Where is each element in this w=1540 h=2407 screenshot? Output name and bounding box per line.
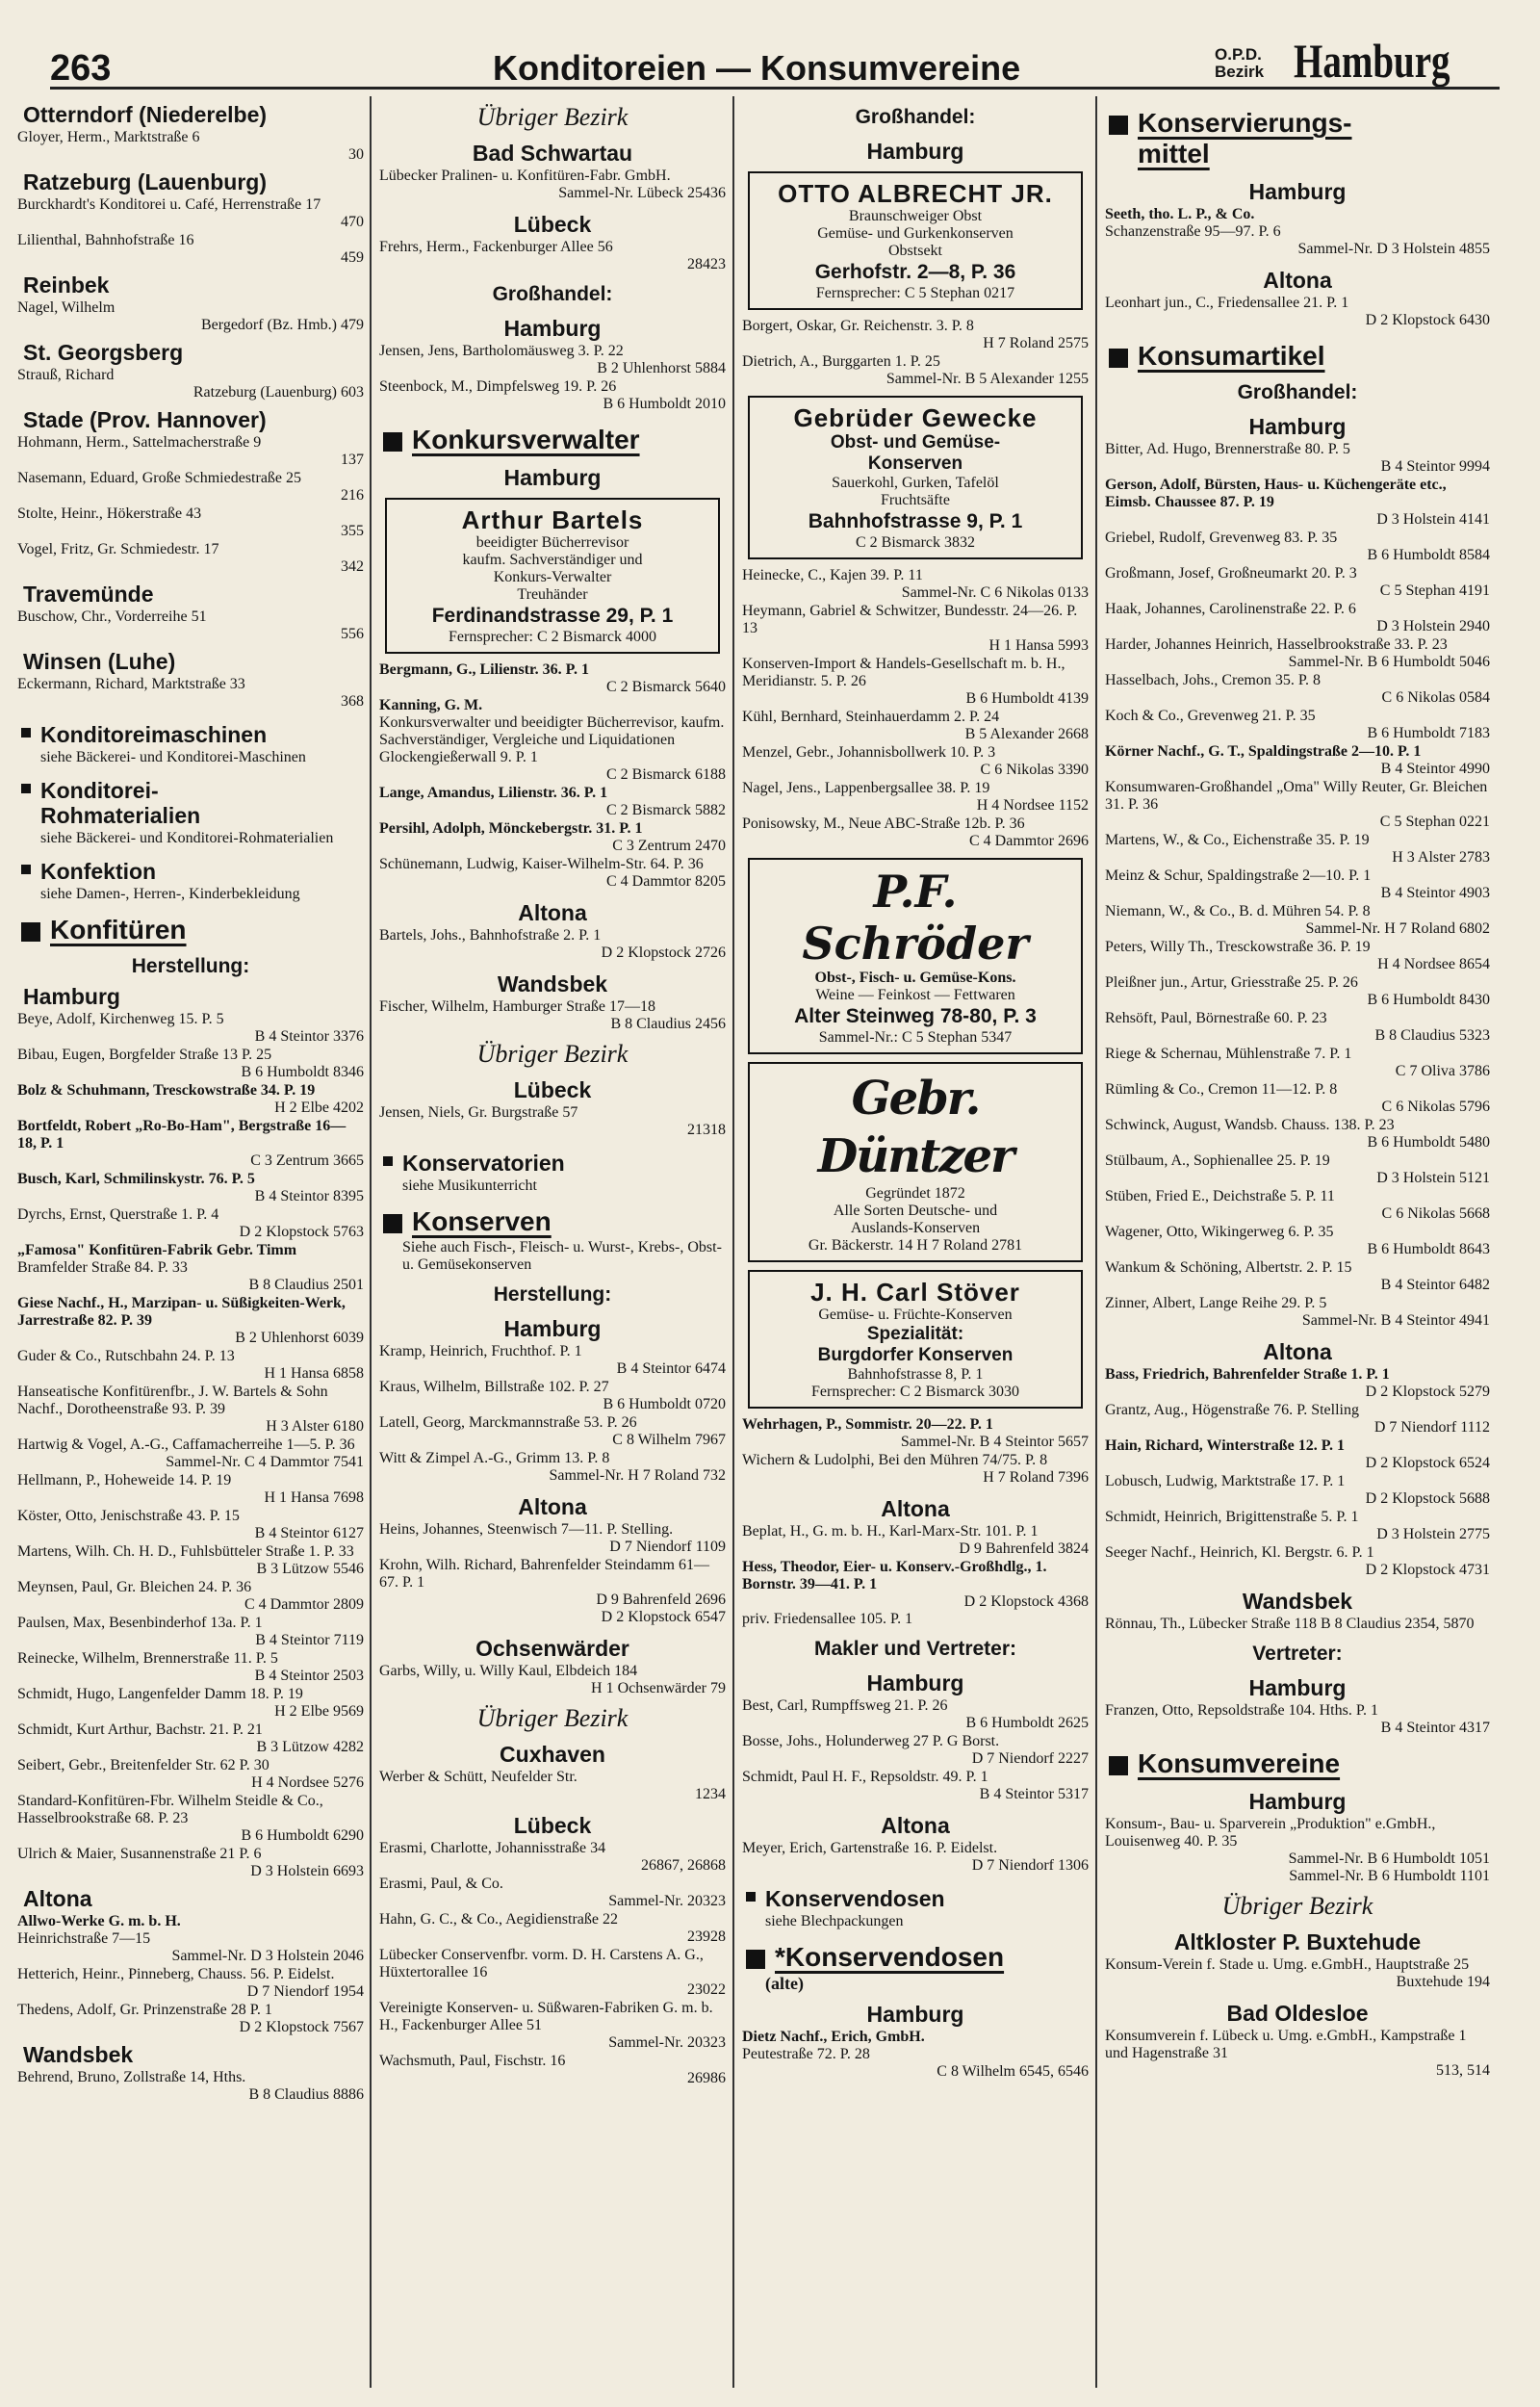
listing-entry: Lobusch, Ludwig, Marktstraße 17. P. 1 D 2 Klopstock 5688 — [1105, 1473, 1490, 1507]
column-divider — [370, 96, 372, 2388]
listing-entry: Bortfeldt, Robert „Ro-Bo-Ham", Bergstraße 16—18, P. 1 C 3 Zentrum 3665 — [17, 1118, 364, 1169]
category-heading-large: *Konservendosen — [742, 1942, 1089, 1973]
listing-entry: Konsum-, Bau- u. Sparverein „Produktion" e.GmbH., Louisenweg 40. P. 35 Sammel-Nr. B 6 Humboldt 1051 Sammel-Nr. B 6 Humboldt 1101 — [1105, 1816, 1490, 1884]
cross-reference: siehe Bäckerei- und Konditorei-Rohmaterialien — [40, 830, 334, 846]
advertisement-box: Gebr. Düntzer Gegründet 1872 Alle Sorten Deutsche- und Auslands-Konserven Gr. Bäckerstr. 14 H 7 Roland 2781 — [748, 1062, 1083, 1262]
listing-entry: Körner Nachf., G. T., Spaldingstraße 2—10. P. 1 B 4 Steintor 4990 — [1105, 743, 1490, 777]
listing-entry: Bitter, Ad. Hugo, Brennerstraße 80. P. 5 B 4 Steintor 9994 — [1105, 441, 1490, 475]
listing-entry: Kühl, Bernhard, Steinhauerdamm 2. P. 24 B 5 Alexander 2668 — [742, 709, 1089, 742]
ad-phone: C 2 Bismarck 3832 — [856, 534, 975, 551]
listing-entry: Schünemann, Ludwig, Kaiser-Wilhelm-Str. 64. P. 36 C 4 Dammtor 8205 — [379, 856, 726, 890]
listing-entry: Harder, Johannes Heinrich, Hasselbrookstraße 33. P. 23 Sammel-Nr. B 6 Humboldt 5046 — [1105, 636, 1490, 670]
place-heading: Hamburg — [503, 316, 602, 341]
subheading: Großhandel: — [855, 106, 976, 128]
ad-address: Bahnhofstrasse 8, P. 1 — [847, 1366, 984, 1383]
category-heading: Konditorei- Rohmaterialien — [17, 778, 364, 828]
ad-address: Gerhofstr. 2—8, P. 36 — [814, 261, 1016, 283]
place-heading: Reinbek — [23, 272, 110, 298]
place-heading: Cuxhaven — [500, 1742, 605, 1767]
column-4 — [1105, 96, 1490, 2388]
listing-entry: Bergmann, G., Lilienstr. 36. P. 1 C 2 Bismarck 5640 — [379, 661, 726, 695]
column-3 — [742, 96, 1089, 2388]
listing-entry: Standard-Konfitüren-Fbr. Wilhelm Steidle & Co., Hasselbrookstraße 68. P. 23 B 6 Humboldt 6290 — [17, 1793, 364, 1844]
listing-entry: Großmann, Josef, Großneumarkt 20. P. 3 C 5 Stephan 4191 — [1105, 565, 1490, 599]
region-heading: Übriger Bezirk — [476, 1040, 629, 1068]
listing-entry: Rümling & Co., Cremon 11—12. P. 8 C 6 Nikolas 5796 — [1105, 1081, 1490, 1115]
listing-entry: Allwo-Werke G. m. b. H. Heinrichstraße 7—15 Sammel-Nr. D 3 Holstein 2046 — [17, 1913, 364, 1964]
place-heading: Altona — [518, 1494, 587, 1519]
subheading: Großhandel: — [1237, 381, 1358, 403]
cross-reference: siehe Blechpackungen — [765, 1913, 904, 1929]
listing-entry: Konsum-Verein f. Stade u. Umg. e.GmbH., Hauptstraße 25 Buxtehude 194 — [1105, 1956, 1490, 1990]
listing-entry: Hartwig & Vogel, A.-G., Caffamacherreihe 1—5. P. 36 Sammel-Nr. C 4 Dammtor 7541 — [17, 1436, 364, 1470]
ad-phone: Fernsprecher: C 5 Stephan 0217 — [815, 285, 1015, 301]
listing-entry: Vereinigte Konserven- u. Süßwaren-Fabriken G. m. b. H., Fackenburger Allee 51 Sammel-Nr. 20323 — [379, 2000, 726, 2051]
place-heading: Ochsenwärder — [475, 1636, 629, 1661]
page-title: Konditoreien — Konsumvereine — [493, 48, 1021, 88]
place-heading: Wandsbek — [1242, 1589, 1353, 1614]
category-heading-large: Konserven — [379, 1206, 726, 1237]
ad-phone: Fernsprecher: C 2 Bismarck 3030 — [811, 1384, 1019, 1400]
listing-entry: Persihl, Adolph, Mönckebergstr. 31. P. 1 C 3 Zentrum 2470 — [379, 820, 726, 854]
place-heading: Hamburg — [866, 1670, 964, 1695]
listing-entry: Hahn, G. C., & Co., Aegidienstraße 22 23928 — [379, 1911, 726, 1945]
place-heading: Altona — [881, 1496, 950, 1521]
place-heading: Hamburg — [1248, 1675, 1347, 1700]
listing-entry: Krohn, Wilh. Richard, Bahrenfelder Steindamm 61—67. P. 1 D 9 Bahrenfeld 2696 D 2 Klopstock 6547 — [379, 1557, 726, 1625]
advertisement-box: OTTO ALBRECHT JR. Braunschweiger Obst Gemüse- und Gurkenkonserven Obstsekt Gerhofstr. 2—8, P. 36 Fernsprecher: C 5 Stephan 0217 — [748, 171, 1083, 310]
bullet-square-icon — [746, 1950, 765, 1969]
listing-entry: Niemann, W., & Co., B. d. Mühren 54. P. 8 Sammel-Nr. H 7 Roland 6802 — [1105, 903, 1490, 937]
listing-entry: Bartels, Johs., Bahnhofstraße 2. P. 1 D 2 Klopstock 2726 — [379, 927, 726, 961]
listing-entry: Werber & Schütt, Neufelder Str. 1234 — [379, 1769, 726, 1802]
bullet-square-icon — [383, 1214, 402, 1233]
listing-entry: Wachsmuth, Paul, Fischstr. 16 26986 — [379, 2053, 726, 2086]
place-heading: Altona — [23, 1886, 92, 1911]
listing-entry: Dietz Nachf., Erich, GmbH. Peutestraße 72. P. 28 C 8 Wilhelm 6545, 6546 — [742, 2029, 1089, 2080]
listing-entry: Ulrich & Maier, Susannenstraße 21 P. 6 D 3 Holstein 6693 — [17, 1846, 364, 1879]
ad-company-name: Gebrüder Gewecke — [793, 403, 1038, 432]
listing-entry: Schwinck, August, Wandsb. Chauss. 138. P. 23 B 6 Humboldt 5480 — [1105, 1117, 1490, 1151]
bullet-square-icon — [1109, 1756, 1128, 1775]
listing-entry: Beplat, H., G. m. b. H., Karl-Marx-Str. 101. P. 1 D 9 Bahrenfeld 3824 — [742, 1523, 1089, 1557]
bullet-square-icon — [21, 728, 31, 738]
place-heading: Lübeck — [513, 1813, 592, 1838]
listing-entry: Hetterich, Heinr., Pinneberg, Chauss. 56. P. Eidelst. D 7 Niendorf 1954 — [17, 1966, 364, 2000]
category-qualifier: (alte) — [765, 1974, 804, 1993]
listing-entry: Bolz & Schuhmann, Tresckowstraße 34. P. 19 H 2 Elbe 4202 — [17, 1082, 364, 1116]
header-rule — [50, 87, 1500, 90]
page-number: 263 — [50, 48, 112, 89]
listing-entry: Meyer, Erich, Gartenstraße 16. P. Eidelst. D 7 Niendorf 1306 — [742, 1840, 1089, 1874]
listing-entry: Witt & Zimpel A.-G., Grimm 13. P. 8 Sammel-Nr. H 7 Roland 732 — [379, 1450, 726, 1484]
place-heading: Stade (Prov. Hannover) — [23, 407, 267, 432]
category-heading-large: Konfitüren — [17, 915, 364, 945]
listing-entry: Meynsen, Paul, Gr. Bleichen 24. P. 36 C 4 Dammtor 2809 — [17, 1579, 364, 1613]
listing-entry: Latell, Georg, Marckmannstraße 53. P. 26 C 8 Wilhelm 7967 — [379, 1414, 726, 1448]
listing-entry: Köster, Otto, Jenischstraße 43. P. 15 B 4 Steintor 6127 — [17, 1508, 364, 1541]
listing-entry: Steenbock, M., Dimpfelsweg 19. P. 26 B 6 Humboldt 2010 — [379, 378, 726, 412]
place-heading: Lübeck — [513, 212, 592, 237]
place-heading: Wandsbek — [497, 971, 608, 996]
listing-entry: Grantz, Aug., Högenstraße 76. P. Stelling D 7 Niendorf 1112 — [1105, 1402, 1490, 1436]
listing-entry: Frehrs, Herm., Fackenburger Allee 56 28423 — [379, 239, 726, 272]
listing-entry: Hellmann, P., Hoheweide 14. P. 19 H 1 Hansa 7698 — [17, 1472, 364, 1506]
subheading: Großhandel: — [492, 283, 613, 305]
place-heading: Otterndorf (Niederelbe) — [23, 102, 268, 127]
place-heading: Hamburg — [1248, 179, 1347, 204]
place-heading: Travemünde — [23, 582, 154, 607]
place-heading: Altona — [518, 900, 587, 925]
listing-entry: Seibert, Gebr., Breitenfelder Str. 62 P. 30 H 4 Nordsee 5276 — [17, 1757, 364, 1791]
listing-entry: Rönnau, Th., Lübecker Straße 118 B 8 Claudius 2354, 5870 — [1105, 1616, 1475, 1632]
bullet-square-icon — [746, 1892, 756, 1902]
listing-entry: Erasmi, Paul, & Co. Sammel-Nr. 20323 — [379, 1876, 726, 1909]
category-heading: Konditoreimaschinen — [17, 722, 364, 747]
page-header — [50, 23, 1500, 92]
place-heading: St. Georgsberg — [23, 340, 184, 365]
listing-entry: Thedens, Adolf, Gr. Prinzenstraße 28 P. 1 D 2 Klopstock 7567 — [17, 2002, 364, 2035]
listing-entry: Strauß, Richard Ratzeburg (Lauenburg) 603 — [17, 367, 364, 401]
listing-entry: Nagel, Wilhelm Bergedorf (Bz. Hmb.) 479 — [17, 299, 364, 333]
listing-entry: Schmidt, Kurt Arthur, Bachstr. 21. P. 21 B 3 Lützow 4282 — [17, 1721, 364, 1755]
ad-company-logo: P.F. Schröder — [802, 866, 1029, 970]
listing-entry: Guder & Co., Rutschbahn 24. P. 13 H 1 Hansa 6858 — [17, 1348, 364, 1382]
place-heading: Hamburg — [1248, 1789, 1347, 1814]
place-heading: Wandsbek — [23, 2042, 134, 2067]
bullet-square-icon — [1109, 349, 1128, 368]
subheading: Herstellung: — [131, 955, 250, 977]
listing-entry: Erasmi, Charlotte, Johannisstraße 34 26867, 26868 — [379, 1840, 726, 1874]
advertisement-box: Arthur Bartels beeidigter Bücherrevisor kaufm. Sachverständiger und Konkurs-Verwalter Treuhänder Ferdinandstrasse 29, P. 1 Fernsprecher: C 2 Bismarck 4000 — [385, 498, 720, 654]
listing-entry: Wehrhagen, P., Sommistr. 20—22. P. 1 Sammel-Nr. B 4 Steintor 5657 — [742, 1416, 1089, 1450]
listing-entry: Stüben, Fried E., Deichstraße 5. P. 11 C 6 Nikolas 5668 — [1105, 1188, 1490, 1222]
region-heading: Übriger Bezirk — [476, 1704, 629, 1732]
ad-address: Alter Steinweg 78-80, P. 3 — [794, 1005, 1037, 1027]
cross-reference: siehe Damen-, Herren-, Kinderbekleidung — [40, 886, 300, 902]
listing-entry: Franzen, Otto, Repsoldstraße 104. Hths. P. 1 B 4 Steintor 4317 — [1105, 1702, 1490, 1736]
listing-entry: Bibau, Eugen, Borgfelder Straße 13 P. 25 B 6 Humboldt 8346 — [17, 1047, 364, 1080]
place-heading: Altkloster P. Buxtehude — [1173, 1929, 1422, 1954]
listing-entry: Jensen, Niels, Gr. Burgstraße 57 21318 — [379, 1104, 726, 1138]
listing-entry: Konserven-Import & Handels-Gesellschaft m. b. H., Meridianstr. 5. P. 26 B 6 Humboldt 4139 — [742, 656, 1089, 707]
column-divider — [732, 96, 734, 2388]
listing-entry: Konsumwaren-Großhandel „Oma" Willy Reuter, Gr. Bleichen 31. P. 36 C 5 Stephan 0221 — [1105, 779, 1490, 830]
listing-entry: Kramp, Heinrich, Fruchthof. P. 1 B 4 Steintor 6474 — [379, 1343, 726, 1377]
listing-entry: Seeth, tho. L. P., & Co. Schanzenstraße 95—97. P. 6 Sammel-Nr. D 3 Holstein 4855 — [1105, 206, 1490, 257]
advertisement-box: P.F. Schröder Obst-, Fisch- u. Gemüse-Kons. Weine — Feinkost — Fettwaren Alter Steinweg 78-80, P. 3 Sammel-Nr.: C 5 Stephan 5347 — [748, 858, 1083, 1054]
bullet-square-icon — [21, 922, 40, 942]
ad-phone: Fernsprecher: C 2 Bismarck 4000 — [449, 629, 656, 645]
listing-entry: Vogel, Fritz, Gr. Schmiedestr. 17 342 — [17, 541, 364, 575]
bullet-square-icon — [383, 432, 402, 452]
listing-entry: Kraus, Wilhelm, Billstraße 102. P. 27 B 6 Humboldt 0720 — [379, 1379, 726, 1412]
ad-phone: Sammel-Nr.: C 5 Stephan 5347 — [818, 1029, 1013, 1046]
listing-entry: Pleißner jun., Artur, Griesstraße 25. P. 26 B 6 Humboldt 8430 — [1105, 974, 1490, 1008]
listing-entry: Jensen, Jens, Bartholomäusweg 3. P. 22 B 2 Uhlenhorst 5884 — [379, 343, 726, 376]
listing-entry: Garbs, Willy, u. Willy Kaul, Elbdeich 184 H 1 Ochsenwärder 79 — [379, 1663, 726, 1696]
place-heading: Hamburg — [503, 465, 602, 490]
listing-entry: Hasselbach, Johs., Cremon 35. P. 8 C 6 Nikolas 0584 — [1105, 672, 1490, 706]
place-heading: Hamburg — [503, 1316, 602, 1341]
cross-reference: siehe Musikunterricht — [402, 1178, 537, 1194]
ad-address: Ferdinandstrasse 29, P. 1 — [431, 605, 674, 627]
listing-entry: Best, Carl, Rumpffsweg 21. P. 26 B 6 Humboldt 2625 — [742, 1697, 1089, 1731]
listing-entry: Lilienthal, Bahnhofstraße 16 459 — [17, 232, 364, 266]
place-heading: Altona — [1263, 1339, 1332, 1364]
listing-entry: Wagener, Otto, Wikingerweg 6. P. 35 B 6 Humboldt 8643 — [1105, 1224, 1490, 1257]
category-heading: Konfektion — [17, 859, 364, 884]
listing-entry: Beye, Adolf, Kirchenweg 15. P. 5 B 4 Steintor 3376 — [17, 1011, 364, 1045]
category-heading-large: Konsumartikel — [1105, 341, 1490, 372]
listing-entry: Nasemann, Eduard, Große Schmiedestraße 25 216 — [17, 470, 364, 504]
listing-entry: Koch & Co., Grevenweg 21. P. 35 B 6 Humboldt 7183 — [1105, 708, 1490, 741]
category-heading-large: Konservierungs- mittel — [1105, 108, 1490, 169]
listing-entry: Dietrich, A., Burggarten 1. P. 25 Sammel-Nr. B 5 Alexander 1255 — [742, 353, 1089, 387]
listing-entry: Wankum & Schöning, Albertstr. 2. P. 15 B 4 Steintor 6482 — [1105, 1259, 1490, 1293]
listing-entry: Buschow, Chr., Vorderreihe 51 556 — [17, 608, 364, 642]
listing-entry: Stolte, Heinr., Hökerstraße 43 355 — [17, 505, 364, 539]
subheading: Herstellung: — [493, 1283, 612, 1306]
listing-entry: Behrend, Bruno, Zollstraße 14, Hths. B 8 Claudius 8886 — [17, 2069, 364, 2103]
listing-entry: Hanseatische Konfitürenfbr., J. W. Bartels & Sohn Nachf., Dorotheenstraße 93. P. 39 H 3 Alster 6180 — [17, 1384, 364, 1435]
place-heading: Hamburg — [866, 139, 964, 164]
listing-entry: Gloyer, Herm., Marktstraße 6 30 — [17, 129, 364, 163]
listing-entry: Seeger Nachf., Heinrich, Kl. Bergstr. 6. P. 1 D 2 Klopstock 4731 — [1105, 1544, 1490, 1578]
place-heading: Altona — [881, 1813, 950, 1838]
place-heading: Ratzeburg (Lauenburg) — [23, 169, 267, 194]
subheading: Vertreter: — [1252, 1643, 1343, 1665]
listing-entry: Heinecke, C., Kajen 39. P. 11 Sammel-Nr. C 6 Nikolas 0133 — [742, 567, 1089, 601]
listing-entry: Ponisowsky, M., Neue ABC-Straße 12b. P. 36 C 4 Dammtor 2696 — [742, 815, 1089, 849]
place-heading: Bad Schwartau — [472, 141, 633, 166]
ad-address: Bahnhofstrasse 9, P. 1 — [808, 510, 1023, 532]
ad-company-name: J. H. Carl Stöver — [810, 1278, 1020, 1307]
listing-entry: Dyrchs, Ernst, Querstraße 1. P. 4 D 2 Klopstock 5763 — [17, 1206, 364, 1240]
ad-company-name: Arthur Bartels — [461, 505, 644, 534]
listing-entry: Paulsen, Max, Besenbinderhof 13a. P. 1 B 4 Steintor 7119 — [17, 1615, 364, 1648]
listing-entry: Hain, Richard, Winterstraße 12. P. 1 D 2 Klopstock 6524 — [1105, 1437, 1490, 1471]
bullet-square-icon — [21, 865, 31, 874]
listing-entry: Kanning, G. M. Konkursverwalter und beeidigter Bücherrevisor, kaufm. Sachverständiger, Vergleiche und Liquidationen Glockengießerwall 9. P. 1 C 2 Bismarck 6188 — [379, 697, 726, 783]
place-heading: Lübeck — [513, 1077, 592, 1102]
listing-entry: Haak, Johannes, Carolinenstraße 22. P. 6 D 3 Holstein 2940 — [1105, 601, 1490, 634]
ad-company-logo: Gebr. Düntzer — [817, 1072, 1014, 1183]
advertisement-box: Gebrüder Gewecke Obst- und Gemüse- Konserven Sauerkohl, Gurken, Tafelöl Fruchtsäfte Bahnhofstrasse 9, P. 1 C 2 Bismarck 3832 — [748, 396, 1083, 559]
column-2 — [379, 96, 726, 2388]
listing-entry: Gerson, Adolf, Bürsten, Haus- u. Küchengeräte etc., Eimsb. Chaussee 87. P. 19 D 3 Holstein 4141 — [1105, 477, 1490, 528]
listing-entry: Lübecker Pralinen- u. Konfitüren-Fabr. GmbH. Sammel-Nr. Lübeck 25436 — [379, 168, 726, 201]
listing-entry: Martens, W., & Co., Eichenstraße 35. P. 19 H 3 Alster 2783 — [1105, 832, 1490, 866]
place-heading: Altona — [1263, 268, 1332, 293]
listing-entry: Hohmann, Herm., Sattelmacherstraße 9 137 — [17, 434, 364, 468]
listing-entry: Schmidt, Paul H. F., Repsoldstr. 49. P. 1 B 4 Steintor 5317 — [742, 1769, 1089, 1802]
bullet-square-icon — [383, 1156, 393, 1166]
place-heading: Hamburg — [23, 984, 120, 1009]
ad-address: Gr. Bäckerstr. 14 H 7 Roland 2781 — [808, 1237, 1023, 1254]
listing-entry: Martens, Wilh. Ch. H. D., Fuhlsbütteler Straße 1. P. 33 B 3 Lützow 5546 — [17, 1543, 364, 1577]
listing-entry: Lange, Amandus, Lilienstr. 36. P. 1 C 2 Bismarck 5882 — [379, 785, 726, 818]
listing-entry: Eckermann, Richard, Marktstraße 33 368 — [17, 676, 364, 710]
listing-entry: Borgert, Oskar, Gr. Reichenstr. 3. P. 8 H 7 Roland 2575 — [742, 318, 1089, 351]
listing-entry: Zinner, Albert, Lange Reihe 29. P. 5 Sammel-Nr. B 4 Steintor 4941 — [1105, 1295, 1490, 1329]
listing-entry: Heins, Johannes, Steenwisch 7—11. P. Stelling. D 7 Niendorf 1109 — [379, 1521, 726, 1555]
place-heading: Winsen (Luhe) — [23, 649, 176, 674]
listing-entry: Nagel, Jens., Lappenbergsallee 38. P. 19 H 4 Nordsee 1152 — [742, 780, 1089, 814]
column-1 — [17, 96, 364, 2388]
listing-entry: Bass, Friedrich, Bahrenfelder Straße 1. P. 1 D 2 Klopstock 5279 — [1105, 1366, 1490, 1400]
bullet-square-icon — [1109, 116, 1128, 135]
listing-entry: Rehsöft, Paul, Börnestraße 60. P. 23 B 8 Claudius 5323 — [1105, 1010, 1490, 1044]
category-heading-large: Konkursverwalter — [379, 425, 726, 455]
listing-entry: Schmidt, Hugo, Langenfelder Damm 18. P. 19 H 2 Elbe 9569 — [17, 1686, 364, 1720]
listing-entry: Konsumverein f. Lübeck u. Umg. e.GmbH., Kampstraße 1 und Hagenstraße 31 513, 514 — [1105, 2028, 1490, 2079]
advertisement-box: J. H. Carl Stöver Gemüse- u. Früchte-Konserven Spezialität: Burgdorfer Konserven Bahnhofstrasse 8, P. 1 Fernsprecher: C 2 Bismarck 3030 — [748, 1270, 1083, 1409]
listing-entry: Wichern & Ludolphi, Bei den Mühren 74/75. P. 8 H 7 Roland 7396 — [742, 1452, 1089, 1486]
listing-entry: Leonhart jun., C., Friedensallee 21. P. 1 D 2 Klopstock 6430 — [1105, 295, 1490, 328]
cross-reference: siehe Bäckerei- und Konditorei-Maschinen — [40, 749, 306, 765]
category-heading: Konservatorien — [379, 1151, 726, 1176]
listing-entry: Reinecke, Wilhelm, Brennerstraße 11. P. 5 B 4 Steintor 2503 — [17, 1650, 364, 1684]
listing-entry: Stülbaum, A., Sophienallee 25. P. 19 D 3 Holstein 5121 — [1105, 1152, 1490, 1186]
place-heading: Hamburg — [866, 2002, 964, 2027]
column-divider — [1095, 96, 1097, 2388]
listing-entry: Riege & Schernau, Mühlenstraße 7. P. 1 C 7 Oliva 3786 — [1105, 1046, 1490, 1079]
region-heading: Übriger Bezirk — [476, 103, 629, 131]
listing-entry: Bosse, Johs., Holunderweg 27 P. G Borst. D 7 Niendorf 2227 — [742, 1733, 1089, 1767]
listing-entry: Giese Nachf., H., Marzipan- u. Süßigkeiten-Werk, Jarrestraße 82. P. 39 B 2 Uhlenhorst 6039 — [17, 1295, 364, 1346]
listing-entry: „Famosa" Konfitüren-Fabrik Gebr. Timm Bramfelder Straße 84. P. 33 B 8 Claudius 2501 — [17, 1242, 364, 1293]
listing-entry: Peters, Willy Th., Tresckowstraße 36. P. 19 H 4 Nordsee 8654 — [1105, 939, 1490, 972]
listing-entry: Hess, Theodor, Eier- u. Konserv.-Großhdlg., 1. Bornstr. 39—41. P. 1 D 2 Klopstock 4368 priv. Friedensallee 105. P. 1 — [742, 1559, 1089, 1627]
ad-company-name: OTTO ALBRECHT JR. — [778, 179, 1053, 208]
listing-entry: Schmidt, Heinrich, Brigittenstraße 5. P. 1 D 3 Holstein 2775 — [1105, 1509, 1490, 1542]
cross-reference: Siehe auch Fisch-, Fleisch- u. Wurst-, Krebs-, Obst- u. Gemüsekonserven — [402, 1239, 722, 1273]
listing-entry: Heymann, Gabriel & Schwitzer, Bundesstr. 24—26. P. 13 H 1 Hansa 5993 — [742, 603, 1089, 654]
region-heading: Übriger Bezirk — [1221, 1892, 1373, 1920]
listing-entry: Meinz & Schur, Spaldingstraße 2—10. P. 1 B 4 Steintor 4903 — [1105, 867, 1490, 901]
listing-entry: Fischer, Wilhelm, Hamburger Straße 17—18 B 8 Claudius 2456 — [379, 998, 726, 1032]
listing-entry: Griebel, Rudolf, Grevenweg 83. P. 35 B 6 Humboldt 8584 — [1105, 530, 1490, 563]
place-heading: Bad Oldesloe — [1226, 2001, 1369, 2026]
district-label: O.P.D. Bezirk — [1215, 45, 1265, 81]
category-heading: Konservendosen — [742, 1886, 1089, 1911]
listing-entry: Lübecker Conservenfbr. vorm. D. H. Carstens A. G., Hüxtertorallee 16 23022 — [379, 1947, 726, 1998]
place-heading: Hamburg — [1248, 414, 1347, 439]
listing-entry: Busch, Karl, Schmilinskystr. 76. P. 5 B 4 Steintor 8395 — [17, 1171, 364, 1204]
category-heading-large: Konsumvereine — [1105, 1748, 1490, 1779]
bullet-square-icon — [21, 784, 31, 793]
district-city: Hamburg — [1294, 34, 1450, 88]
subheading: Makler und Vertreter: — [813, 1638, 1017, 1660]
listing-entry: Burckhardt's Konditorei u. Café, Herrenstraße 17 470 — [17, 196, 364, 230]
listing-entry: Menzel, Gebr., Johannisbollwerk 10. P. 3 C 6 Nikolas 3390 — [742, 744, 1089, 778]
